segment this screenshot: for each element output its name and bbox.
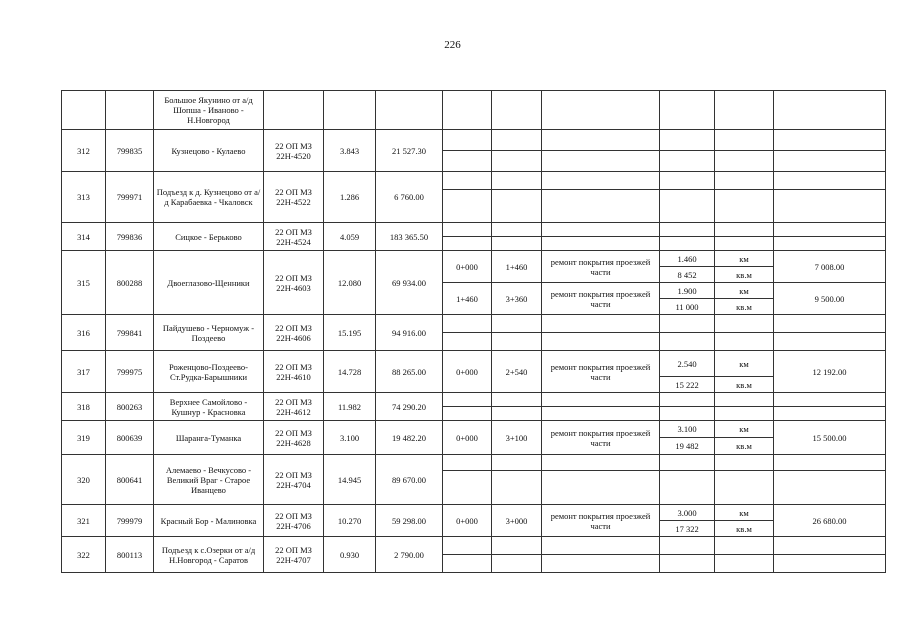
work-to: 3+100 bbox=[492, 421, 542, 455]
work-cost: 26 680.00 bbox=[774, 505, 886, 537]
row-number: 321 bbox=[62, 505, 106, 537]
work-area: 17 322 bbox=[660, 521, 715, 537]
road-code: 22 ОП МЗ 22Н-4606 bbox=[264, 315, 324, 351]
road-code: 22 ОП МЗ 22Н-4612 bbox=[264, 393, 324, 421]
work-km: 1.900 bbox=[660, 283, 715, 299]
road-code: 22 ОП МЗ 22Н-4520 bbox=[264, 130, 324, 172]
work-km: 3.100 bbox=[660, 421, 715, 438]
row-number: 313 bbox=[62, 172, 106, 223]
work-area-unit: кв.м bbox=[715, 521, 774, 537]
road-name: Большое Якунино от а/д Шопша - Иваново - Н.Новгород bbox=[154, 91, 264, 130]
road-length: 10.270 bbox=[324, 505, 376, 537]
road-name: Подъезд к с.Озерки от а/д Н.Новгород - Саратов bbox=[154, 537, 264, 573]
road-amount: 21 527.30 bbox=[376, 130, 443, 172]
work-from: 0+000 bbox=[443, 351, 492, 393]
road-name: Подъезд к д. Кузнецово от а/д Карабаевка - Чкаловск bbox=[154, 172, 264, 223]
road-id: 800639 bbox=[106, 421, 154, 455]
table-row bbox=[62, 393, 886, 407]
road-amount: 94 916.00 bbox=[376, 315, 443, 351]
road-id: 799971 bbox=[106, 172, 154, 223]
road-amount: 19 482.20 bbox=[376, 421, 443, 455]
road-amount: 6 760.00 bbox=[376, 172, 443, 223]
road-length: 15.195 bbox=[324, 315, 376, 351]
road-amount: 74 290.20 bbox=[376, 393, 443, 421]
work-km-unit: км bbox=[715, 283, 774, 299]
table-row bbox=[62, 130, 886, 151]
table-row bbox=[62, 505, 886, 521]
work-area-unit: кв.м bbox=[715, 299, 774, 315]
work-to: 2+540 bbox=[492, 351, 542, 393]
road-id: 799979 bbox=[106, 505, 154, 537]
work-area: 11 000 bbox=[660, 299, 715, 315]
work-km-unit: км bbox=[715, 351, 774, 377]
road-id: 800113 bbox=[106, 537, 154, 573]
road-id: 799975 bbox=[106, 351, 154, 393]
roads-table bbox=[61, 90, 886, 573]
road-name: Сицкое - Берьково bbox=[154, 223, 264, 251]
road-id: 799835 bbox=[106, 130, 154, 172]
row-number: 314 bbox=[62, 223, 106, 251]
work-km: 2.540 bbox=[660, 351, 715, 377]
work-from: 1+460 bbox=[443, 283, 492, 315]
row-number: 322 bbox=[62, 537, 106, 573]
work-km: 3.000 bbox=[660, 505, 715, 521]
page-number: 226 bbox=[444, 39, 461, 51]
road-code: 22 ОП МЗ 22Н-4603 bbox=[264, 251, 324, 315]
work-type: ремонт покрытия проезжей части bbox=[542, 505, 660, 537]
road-amount: 89 670.00 bbox=[376, 455, 443, 505]
table-row bbox=[62, 455, 886, 471]
table-row bbox=[62, 251, 886, 267]
work-to: 3+000 bbox=[492, 505, 542, 537]
work-to: 1+460 bbox=[492, 251, 542, 283]
table-row bbox=[62, 537, 886, 555]
table-row bbox=[62, 172, 886, 190]
row-number: 312 bbox=[62, 130, 106, 172]
road-amount: 88 265.00 bbox=[376, 351, 443, 393]
road-code: 22 ОП МЗ 22Н-4707 bbox=[264, 537, 324, 573]
work-area: 8 452 bbox=[660, 267, 715, 283]
work-area: 15 222 bbox=[660, 377, 715, 393]
road-id: 800263 bbox=[106, 393, 154, 421]
road-amount: 2 790.00 bbox=[376, 537, 443, 573]
work-cost: 15 500.00 bbox=[774, 421, 886, 455]
work-from: 0+000 bbox=[443, 505, 492, 537]
work-type: ремонт покрытия проезжей части bbox=[542, 421, 660, 455]
table-row bbox=[62, 315, 886, 333]
road-length: 14.728 bbox=[324, 351, 376, 393]
work-area-unit: кв.м bbox=[715, 267, 774, 283]
work-type: ремонт покрытия проезжей части bbox=[542, 351, 660, 393]
road-code: 22 ОП МЗ 22Н-4628 bbox=[264, 421, 324, 455]
row-number: 318 bbox=[62, 393, 106, 421]
work-km-unit: км bbox=[715, 421, 774, 438]
work-cost: 7 008.00 bbox=[774, 251, 886, 283]
road-name: Роженцово-Поздеево-Ст.Рудка-Барышники bbox=[154, 351, 264, 393]
work-area: 19 482 bbox=[660, 438, 715, 455]
table-row bbox=[62, 91, 886, 130]
work-area-unit: кв.м bbox=[715, 438, 774, 455]
road-amount: 69 934.00 bbox=[376, 251, 443, 315]
road-name: Верхнее Самойлово - Кушнур - Красновка bbox=[154, 393, 264, 421]
table-row bbox=[62, 421, 886, 438]
road-code: 22 ОП МЗ 22Н-4522 bbox=[264, 172, 324, 223]
road-length: 12.080 bbox=[324, 251, 376, 315]
road-name: Кузнецово - Кулаево bbox=[154, 130, 264, 172]
work-from: 0+000 bbox=[443, 421, 492, 455]
row-number: 320 bbox=[62, 455, 106, 505]
table-row bbox=[62, 223, 886, 237]
road-code: 22 ОП МЗ 22Н-4524 bbox=[264, 223, 324, 251]
road-amount: 59 298.00 bbox=[376, 505, 443, 537]
road-name: Красный Бор - Малиновка bbox=[154, 505, 264, 537]
road-name: Шаранга-Туманка bbox=[154, 421, 264, 455]
work-cost: 9 500.00 bbox=[774, 283, 886, 315]
work-km-unit: км bbox=[715, 251, 774, 267]
road-id: 800288 bbox=[106, 251, 154, 315]
road-code: 22 ОП МЗ 22Н-4610 bbox=[264, 351, 324, 393]
road-id: 799836 bbox=[106, 223, 154, 251]
work-km-unit: км bbox=[715, 505, 774, 521]
road-amount: 183 365.50 bbox=[376, 223, 443, 251]
work-from: 0+000 bbox=[443, 251, 492, 283]
road-length: 3.843 bbox=[324, 130, 376, 172]
road-name: Алемаево - Вечкусово - Великий Враг - Старое Иванцево bbox=[154, 455, 264, 505]
road-name: Двоеглазово-Щенники bbox=[154, 251, 264, 315]
work-to: 3+360 bbox=[492, 283, 542, 315]
road-length: 0.930 bbox=[324, 537, 376, 573]
road-length: 4.059 bbox=[324, 223, 376, 251]
work-type: ремонт покрытия проезжей части bbox=[542, 251, 660, 283]
road-length: 1.286 bbox=[324, 172, 376, 223]
work-km: 1.460 bbox=[660, 251, 715, 267]
row-number: 315 bbox=[62, 251, 106, 315]
work-type: ремонт покрытия проезжей части bbox=[542, 283, 660, 315]
work-cost: 12 192.00 bbox=[774, 351, 886, 393]
row-number: 316 bbox=[62, 315, 106, 351]
road-length: 14.945 bbox=[324, 455, 376, 505]
road-name: Пайдушево - Черномуж - Поздеево bbox=[154, 315, 264, 351]
road-id: 800641 bbox=[106, 455, 154, 505]
work-area-unit: кв.м bbox=[715, 377, 774, 393]
table-row bbox=[62, 351, 886, 377]
road-length: 3.100 bbox=[324, 421, 376, 455]
row-number: 319 bbox=[62, 421, 106, 455]
road-length: 11.982 bbox=[324, 393, 376, 421]
road-id: 799841 bbox=[106, 315, 154, 351]
row-number: 317 bbox=[62, 351, 106, 393]
road-code: 22 ОП МЗ 22Н-4704 bbox=[264, 455, 324, 505]
road-code: 22 ОП МЗ 22Н-4706 bbox=[264, 505, 324, 537]
